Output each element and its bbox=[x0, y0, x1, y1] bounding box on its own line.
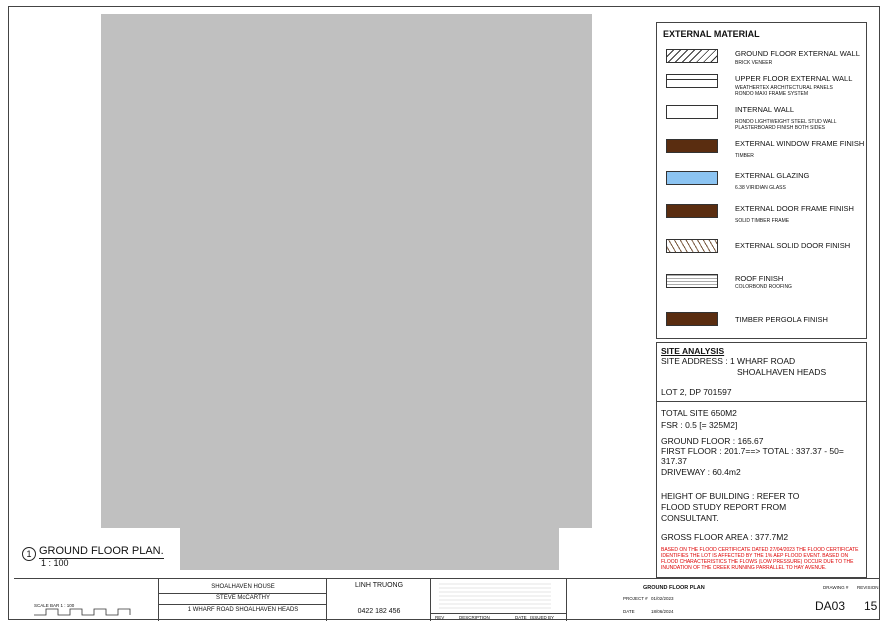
designer-cell bbox=[326, 579, 430, 621]
plan-scale: 1 : 100 bbox=[41, 558, 69, 568]
legend-item-roof bbox=[657, 274, 866, 304]
rev-header: REV bbox=[435, 615, 445, 620]
legend-item-subtitle: COLORBOND ROOFING bbox=[735, 284, 792, 290]
legend-heading: EXTERNAL MATERIAL bbox=[663, 29, 760, 39]
site-height-1: HEIGHT OF BUILDING : REFER TO bbox=[661, 491, 800, 501]
project-number-label: PROJECT # bbox=[623, 596, 648, 601]
legend-item-subtitle: WEATHERTEX ARCHITECTURAL PANELS bbox=[735, 85, 833, 91]
external-material-legend bbox=[656, 22, 867, 339]
site-ground-floor: GROUND FLOOR : 165.67 bbox=[661, 436, 764, 446]
legend-item-title: UPPER FLOOR EXTERNAL WALL bbox=[735, 74, 853, 83]
project-number: 01/02/2023 bbox=[651, 596, 674, 601]
timber-swatch bbox=[666, 312, 718, 326]
revision-label: REVISION bbox=[857, 585, 879, 590]
roof-hatch-swatch bbox=[666, 274, 718, 288]
door-hatch-swatch bbox=[666, 239, 718, 253]
revision-number: 15 bbox=[864, 599, 878, 613]
site-address-line2: SHOALHAVEN HEADS bbox=[737, 367, 827, 377]
legend-item-internal-wall bbox=[657, 105, 866, 135]
flood-note: BASED ON THE FLOOD CERTIFICATE DATED 27/04/2023 THE FLOOD CERTIFICATE IDENTIFIES THE LOT IS AFFECTED BY THE 1% AEP FLOOD EVENT. BASED ON FLOOD CHARACTERISTICS THE FLOWS (LOW PRESSURE) OCCUR DUE TO THE INUNDATION OF THE CREEK RUNNING PARRALLEL TO HAY AVENUE. bbox=[661, 547, 859, 571]
legend-item-subtitle: TIMBER bbox=[735, 153, 754, 159]
legend-item-subtitle-2: PLASTERBOARD FINISH BOTH SIDES bbox=[735, 125, 826, 131]
project-address: 1 WHARF ROAD SHOALHAVEN HEADS bbox=[187, 607, 299, 613]
site-lot: LOT 2, DP 701597 bbox=[661, 387, 732, 397]
sheet-title: GROUND FLOOR PLAN bbox=[643, 585, 705, 591]
glass-swatch bbox=[666, 171, 718, 185]
site-total: TOTAL SITE 650M2 bbox=[661, 408, 737, 418]
designer-name: LINH TRUONG bbox=[354, 582, 404, 589]
legend-item-title: INTERNAL WALL bbox=[735, 105, 795, 114]
legend-item-subtitle: 6.38 VIRIDIAN GLASS bbox=[735, 185, 786, 191]
site-first-floor: FIRST FLOOR : 201.7==> TOTAL : 337.37 - 50= bbox=[661, 446, 844, 456]
floor-plan-image bbox=[101, 14, 592, 528]
description-header: DESCRIPTION bbox=[459, 615, 490, 620]
scale-bar-cell bbox=[14, 579, 158, 621]
revision-rows bbox=[431, 579, 567, 613]
legend-item-window-frame bbox=[657, 139, 866, 169]
diagonal-hatch-swatch bbox=[666, 49, 718, 63]
double-line-swatch bbox=[666, 74, 718, 88]
site-divider bbox=[657, 401, 866, 402]
site-driveway: DRIVEWAY : 60.4m2 bbox=[661, 467, 741, 477]
project-name: SHOALHAVEN HOUSE bbox=[211, 584, 275, 590]
date-header: DATE bbox=[515, 615, 527, 620]
sheet-info-cell bbox=[566, 579, 880, 621]
designer-phone: 0422 182 456 bbox=[357, 608, 401, 615]
legend-item-subtitle: BRICK VENEER bbox=[735, 60, 773, 66]
legend-item-title: EXTERNAL SOLID DOOR FINISH bbox=[735, 241, 851, 250]
legend-item-subtitle: SOLID TIMBER FRAME bbox=[735, 218, 790, 224]
legend-item-glazing bbox=[657, 171, 866, 201]
legend-item-solid-door bbox=[657, 239, 866, 269]
site-height-2: FLOOD STUDY REPORT FROM bbox=[661, 502, 787, 512]
plan-number-circle: 1 bbox=[22, 547, 36, 561]
scale-bar-icon bbox=[34, 607, 138, 617]
scale-bar-label: SCALE BAR 1 : 100 bbox=[34, 603, 75, 608]
timber-swatch bbox=[666, 139, 718, 153]
legend-item-pergola bbox=[657, 312, 866, 342]
site-first-floor-cont: 317.37 bbox=[661, 456, 687, 466]
plan-title: GROUND FLOOR PLAN. bbox=[39, 545, 164, 557]
legend-item-title: EXTERNAL DOOR FRAME FINISH bbox=[735, 204, 854, 213]
date-label: DATE bbox=[623, 609, 635, 614]
legend-item-subtitle: RONDO LIGHTWEIGHT STEEL STUD WALL bbox=[735, 119, 837, 125]
legend-item-title: EXTERNAL GLAZING bbox=[735, 171, 810, 180]
legend-item-title: GROUND FLOOR EXTERNAL WALL bbox=[735, 49, 860, 58]
client-name: STEVE McCARTHY bbox=[216, 595, 270, 601]
timber-swatch bbox=[666, 204, 718, 218]
site-analysis-panel bbox=[656, 342, 867, 578]
drawing-number-label: DRAWING # bbox=[823, 585, 849, 590]
legend-item-upper-wall bbox=[657, 74, 866, 104]
site-analysis-heading: SITE ANALYSIS bbox=[661, 346, 725, 356]
legend-item-subtitle-2: RONDO MAXI FRAME SYSTEM bbox=[735, 91, 809, 97]
site-height-3: CONSULTANT. bbox=[661, 513, 719, 523]
revision-table bbox=[430, 579, 566, 621]
drawing-number: DA03 bbox=[815, 599, 846, 613]
issued-by-header: ISSUED BY bbox=[530, 615, 555, 620]
project-info-cell bbox=[158, 579, 326, 621]
site-address: SITE ADDRESS : 1 WHARF ROAD bbox=[661, 356, 796, 366]
legend-item-door-frame bbox=[657, 204, 866, 234]
title-block bbox=[14, 578, 880, 621]
blank-swatch bbox=[666, 105, 718, 119]
site-gross-area: GROSS FLOOR AREA : 377.7M2 bbox=[661, 532, 789, 542]
site-fsr: FSR : 0.5 [= 325M2] bbox=[661, 420, 738, 430]
legend-item-title: TIMBER PERGOLA FINISH bbox=[735, 315, 828, 324]
floor-plan-image-extension bbox=[180, 527, 559, 570]
legend-item-title: ROOF FINISH bbox=[735, 274, 784, 283]
date-value: 18/06/2024 bbox=[651, 609, 674, 614]
legend-item-title: EXTERNAL WINDOW FRAME FINISH bbox=[735, 139, 865, 148]
